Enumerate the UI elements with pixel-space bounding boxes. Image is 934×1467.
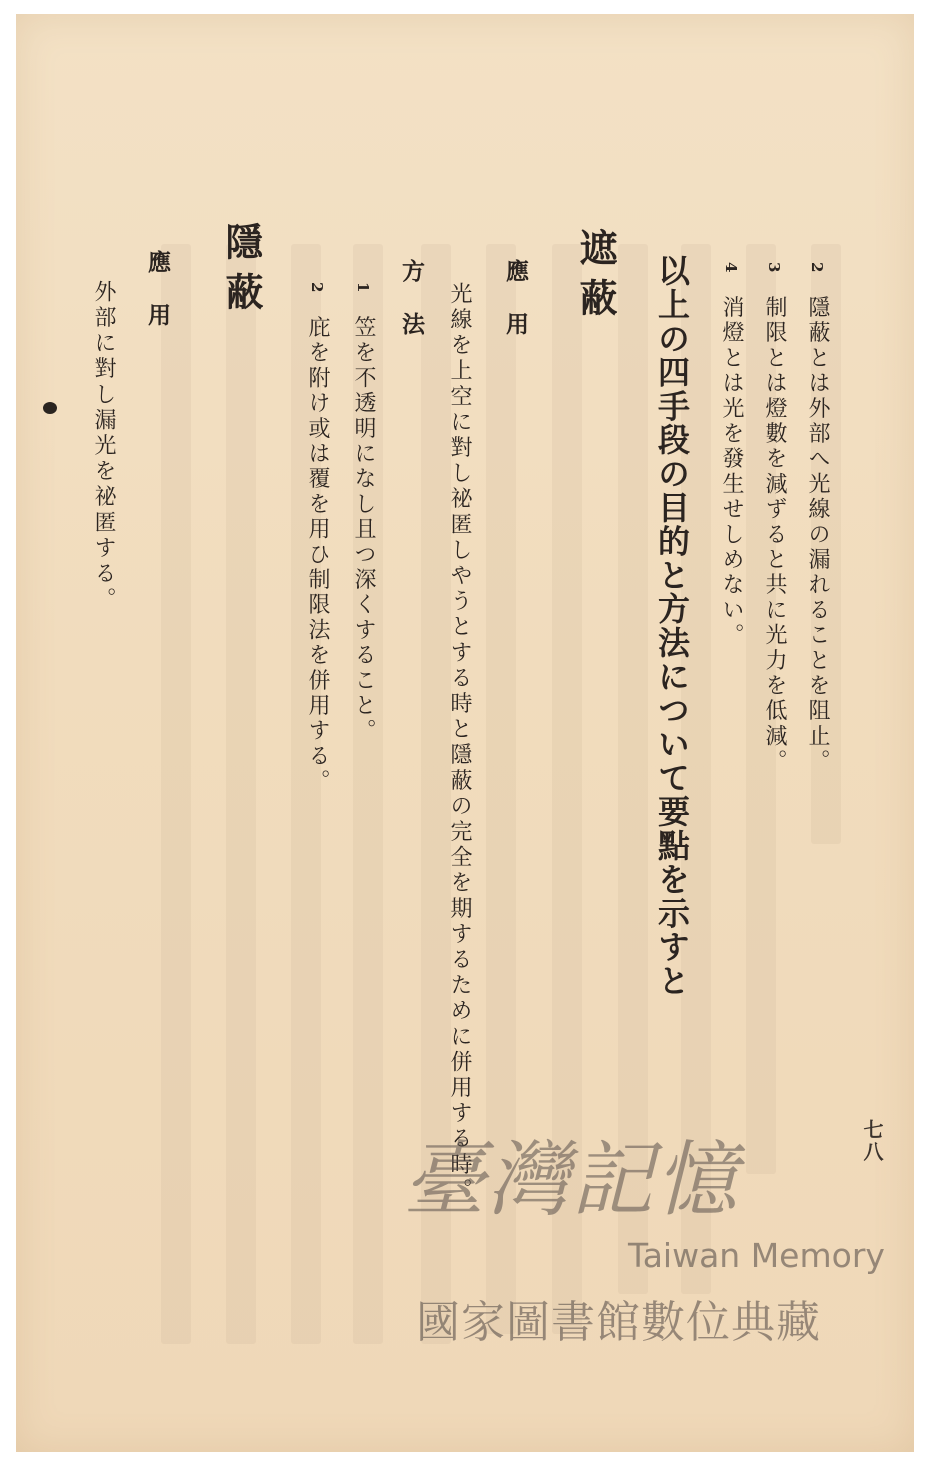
watermark-title: 臺灣記憶	[403, 1133, 739, 1228]
page-number: 七八	[860, 1119, 884, 1163]
item-text: 隱蔽とは外部へ光線の漏れることを阻止。	[805, 295, 830, 775]
section-heading-conceal: 隱蔽	[219, 222, 264, 322]
watermark-english: Taiwan Memory	[628, 1236, 885, 1275]
method-text: 庇を附け或は覆を用ひ制限法を併用する。	[305, 315, 330, 795]
item-number: 2	[808, 262, 826, 276]
summary-line: 以上の四手段の目的と方法について要點を示すと	[653, 254, 691, 998]
item-number: 4	[722, 262, 740, 276]
binding-hole	[43, 402, 57, 414]
bleed-through	[161, 244, 191, 1344]
list-item	[720, 262, 742, 648]
method-label: 方法	[398, 259, 425, 365]
apply-text: 光線を上空に對し祕匿しやうとする時と隱蔽の完全を期するために併用する時。	[447, 282, 472, 1204]
method-number: 1	[354, 282, 372, 296]
section-heading-shield: 遮蔽	[573, 228, 618, 328]
item-number: 3	[765, 262, 783, 276]
item-text: 制限とは燈數を減ずると共に光力を低減。	[762, 295, 787, 775]
method-text: 笠を不透明になし且つ深くすること。	[351, 315, 376, 745]
list-item	[763, 262, 785, 774]
apply-label: 應用	[502, 259, 529, 365]
method-number: 2	[308, 282, 326, 296]
apply-label: 應用	[144, 250, 171, 356]
method-item	[306, 282, 328, 794]
item-text: 消燈とは光を發生せしめない。	[719, 295, 744, 649]
list-item	[806, 262, 828, 774]
watermark-library: 國家圖書館數位典藏	[416, 1297, 821, 1348]
apply-text: 外部に對し漏光を祕匿する。	[91, 280, 116, 613]
method-item	[352, 282, 374, 744]
bleed-through	[226, 244, 256, 1344]
